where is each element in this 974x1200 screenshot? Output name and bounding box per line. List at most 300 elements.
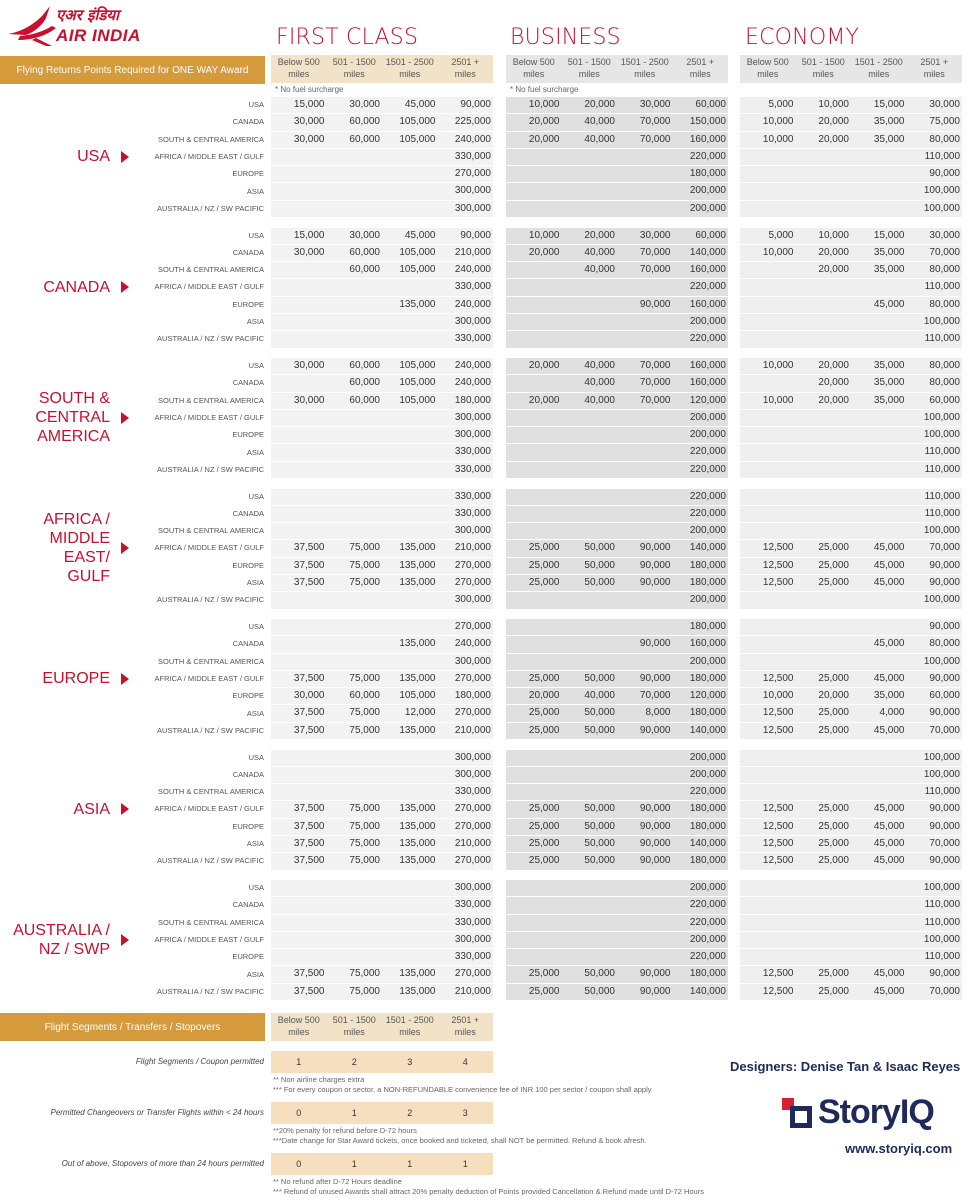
points-cell: 100,000 xyxy=(923,933,960,945)
dist-header: 2501 + miles xyxy=(451,1015,480,1037)
points-cell xyxy=(327,427,383,443)
points-cell: 35,000 xyxy=(873,116,905,128)
destination-label: AFRICA / MIDDLE EAST / GULF xyxy=(154,282,264,292)
points-cell: 330,000 xyxy=(454,281,491,293)
points-cell xyxy=(562,784,618,800)
points-cell: 150,000 xyxy=(689,116,726,128)
points-row xyxy=(271,574,493,591)
points-cell xyxy=(382,784,438,800)
segment-value: 4 xyxy=(462,1057,468,1067)
points-cell: 300,000 xyxy=(454,315,491,327)
dist-header: 501 - 1500 miles xyxy=(567,57,611,79)
flying-swan-icon xyxy=(6,4,58,48)
points-cell: 50,000 xyxy=(584,542,615,554)
points-cell: 135,000 xyxy=(399,724,436,736)
points-cell xyxy=(562,654,618,670)
points-cell xyxy=(327,410,383,426)
points-cell xyxy=(271,767,327,783)
points-row xyxy=(740,313,962,330)
segment-note: ** Non airline charges extra xyxy=(273,1075,365,1084)
points-cell xyxy=(617,427,673,443)
points-cell: 30,000 xyxy=(639,99,671,110)
points-cell: 90,000 xyxy=(639,542,671,554)
segment-note: *** Refund of unused Awards shall attract 20% penalty deduction of Points provided Cancellation & Refund made until D-72 Hours xyxy=(273,1187,704,1196)
points-row xyxy=(271,522,493,539)
origin-label xyxy=(0,800,110,819)
points-row xyxy=(271,670,493,687)
points-cell xyxy=(617,784,673,800)
destination-label: CANADA xyxy=(232,508,264,518)
points-cell xyxy=(271,592,327,608)
points-row xyxy=(740,374,962,391)
segments-distance-header xyxy=(271,1013,493,1041)
destination-label: AFRICA / MIDDLE EAST / GULF xyxy=(154,151,264,161)
points-cell: 37,500 xyxy=(293,968,325,980)
points-cell: 300,000 xyxy=(454,185,491,197)
points-cell: 110,000 xyxy=(924,786,960,798)
destination-label: USA xyxy=(248,100,264,109)
points-cell: 40,000 xyxy=(584,690,615,702)
points-cell: 220,000 xyxy=(689,463,726,475)
points-cell: 37,500 xyxy=(293,985,325,997)
points-cell: 180,000 xyxy=(689,855,726,867)
points-cell xyxy=(562,592,618,608)
points-cell xyxy=(851,750,907,766)
points-cell: 25,000 xyxy=(818,724,849,736)
points-row xyxy=(740,783,962,800)
points-row xyxy=(740,749,962,766)
points-cell xyxy=(562,314,618,330)
destination-label: AUSTRALIA / NZ / SW PACIFIC xyxy=(157,725,264,735)
points-cell xyxy=(562,915,618,931)
points-cell: 20,000 xyxy=(528,116,560,128)
destination-label: AFRICA / MIDDLE EAST / GULF xyxy=(154,543,264,553)
points-cell xyxy=(327,932,383,948)
points-cell: 100,000 xyxy=(923,411,960,423)
points-row xyxy=(506,670,728,687)
points-cell xyxy=(617,410,673,426)
points-cell xyxy=(271,201,327,217)
points-cell xyxy=(740,201,796,217)
points-cell xyxy=(740,592,796,608)
segment-rule-values xyxy=(271,1153,493,1175)
points-cell: 25,000 xyxy=(818,559,849,571)
points-row xyxy=(271,131,493,148)
points-cell xyxy=(740,654,796,670)
segment-note: ** No refund after D-72 Hours deadline xyxy=(273,1177,402,1186)
points-cell xyxy=(327,897,383,913)
points-cell xyxy=(740,636,796,652)
points-row xyxy=(740,670,962,687)
storyiq-url[interactable]: www.storyiq.com xyxy=(845,1141,953,1156)
points-cell: 37,500 xyxy=(293,559,325,571)
points-cell xyxy=(506,784,562,800)
segment-value: 3 xyxy=(462,1108,468,1118)
distance-header-business xyxy=(506,55,728,83)
points-cell: 270,000 xyxy=(454,968,491,980)
points-cell xyxy=(617,880,673,896)
points-row xyxy=(506,591,728,608)
surcharge-note-business: * No fuel surcharge xyxy=(510,85,579,94)
destination-label: CANADA xyxy=(232,900,264,910)
points-cell xyxy=(327,767,383,783)
points-row xyxy=(271,800,493,817)
points-cell xyxy=(796,784,852,800)
points-block-first xyxy=(271,227,493,348)
destination-label: ASIA xyxy=(246,708,264,718)
points-cell: 50,000 xyxy=(584,837,615,849)
points-cell xyxy=(562,331,618,347)
points-cell: 200,000 xyxy=(689,882,726,893)
points-cell: 30,000 xyxy=(293,116,325,128)
points-cell xyxy=(851,462,907,478)
points-cell: 110,000 xyxy=(924,333,960,345)
points-cell: 37,500 xyxy=(293,707,325,719)
points-cell: 75,000 xyxy=(349,820,380,832)
points-block-economy xyxy=(740,488,962,609)
points-cell: 75,000 xyxy=(349,707,380,719)
points-cell: 200,000 xyxy=(689,768,726,780)
points-cell xyxy=(617,201,673,217)
points-row xyxy=(506,704,728,721)
points-cell: 90,000 xyxy=(929,803,960,815)
points-row xyxy=(506,374,728,391)
points-cell: 200,000 xyxy=(689,202,726,214)
points-cell: 90,000 xyxy=(639,638,671,650)
points-cell xyxy=(506,523,562,539)
origin-label-line: AUSTRALIA / xyxy=(13,921,110,939)
points-cell xyxy=(327,331,383,347)
points-cell xyxy=(796,915,852,931)
points-cell: 90,000 xyxy=(929,672,960,684)
points-cell: 75,000 xyxy=(349,724,380,736)
points-row xyxy=(740,261,962,278)
destination-label: ASIA xyxy=(246,186,264,196)
points-cell: 160,000 xyxy=(689,360,726,371)
points-cell: 180,000 xyxy=(689,968,726,980)
segment-value: 1 xyxy=(462,1159,468,1169)
points-cell: 200,000 xyxy=(689,185,726,197)
points-cell: 70,000 xyxy=(639,133,671,145)
points-cell: 110,000 xyxy=(924,490,960,502)
points-cell xyxy=(382,767,438,783)
points-row xyxy=(506,330,728,347)
points-cell: 37,500 xyxy=(293,803,325,815)
points-cell xyxy=(506,166,562,182)
points-cell: 20,000 xyxy=(818,133,849,145)
points-cell: 60,000 xyxy=(349,246,380,258)
points-row xyxy=(271,931,493,948)
points-cell: 12,000 xyxy=(404,707,436,719)
points-cell xyxy=(271,619,327,635)
points-cell: 135,000 xyxy=(399,837,436,849)
points-cell xyxy=(851,410,907,426)
points-cell xyxy=(796,932,852,948)
points-cell: 37,500 xyxy=(293,542,325,554)
points-block-first xyxy=(271,96,493,217)
points-cell: 100,000 xyxy=(923,202,960,214)
points-cell: 45,000 xyxy=(873,672,905,684)
points-cell xyxy=(851,331,907,347)
points-cell: 37,500 xyxy=(293,724,325,736)
points-row xyxy=(740,96,962,113)
points-cell: 90,000 xyxy=(929,968,960,980)
points-cell xyxy=(382,880,438,896)
points-cell: 270,000 xyxy=(454,576,491,588)
points-cell: 35,000 xyxy=(873,360,905,371)
points-cell: 20,000 xyxy=(818,360,849,371)
points-cell: 330,000 xyxy=(454,490,491,502)
points-cell: 45,000 xyxy=(873,803,905,815)
points-cell: 40,000 xyxy=(584,264,615,276)
points-row xyxy=(740,443,962,460)
points-row xyxy=(506,635,728,652)
points-cell xyxy=(851,166,907,182)
points-cell xyxy=(740,297,796,313)
points-cell: 70,000 xyxy=(639,246,671,258)
points-cell: 37,500 xyxy=(293,820,325,832)
points-cell: 135,000 xyxy=(399,855,436,867)
points-cell: 270,000 xyxy=(454,820,491,832)
points-cell: 25,000 xyxy=(818,985,849,997)
points-row xyxy=(506,766,728,783)
points-cell xyxy=(271,314,327,330)
points-cell: 200,000 xyxy=(689,525,726,537)
points-cell: 15,000 xyxy=(293,99,325,110)
points-row xyxy=(506,618,728,635)
points-cell xyxy=(506,149,562,165)
points-block-business xyxy=(506,618,728,739)
points-cell: 45,000 xyxy=(873,820,905,832)
points-cell xyxy=(796,506,852,522)
points-cell: 80,000 xyxy=(929,264,960,276)
destination-label: EUROPE xyxy=(232,560,264,570)
points-cell: 40,000 xyxy=(584,116,615,128)
points-cell: 50,000 xyxy=(584,855,615,867)
points-row xyxy=(740,426,962,443)
points-row xyxy=(506,131,728,148)
points-cell: 300,000 xyxy=(454,933,491,945)
points-row xyxy=(740,722,962,739)
points-cell xyxy=(562,489,618,505)
points-row xyxy=(271,539,493,556)
points-row xyxy=(271,409,493,426)
points-row xyxy=(271,722,493,739)
points-cell: 200,000 xyxy=(689,933,726,945)
points-row xyxy=(506,800,728,817)
points-cell: 135,000 xyxy=(399,672,436,684)
destination-label: USA xyxy=(248,230,264,240)
points-block-first xyxy=(271,618,493,739)
points-row xyxy=(506,461,728,478)
points-cell: 100,000 xyxy=(923,594,960,606)
points-cell xyxy=(851,427,907,443)
points-cell: 30,000 xyxy=(293,394,325,406)
points-cell: 100,000 xyxy=(923,525,960,537)
points-cell xyxy=(851,880,907,896)
points-cell xyxy=(506,506,562,522)
points-row xyxy=(271,296,493,313)
points-cell: 20,000 xyxy=(818,116,849,128)
points-cell xyxy=(796,166,852,182)
points-cell: 140,000 xyxy=(689,724,726,736)
points-cell xyxy=(382,279,438,295)
points-cell xyxy=(851,592,907,608)
points-row xyxy=(271,330,493,347)
points-cell: 35,000 xyxy=(873,133,905,145)
points-cell xyxy=(271,523,327,539)
points-cell xyxy=(851,489,907,505)
points-cell: 8,000 xyxy=(645,707,671,719)
origin-arrow-icon xyxy=(121,542,129,554)
points-row xyxy=(506,914,728,931)
points-cell xyxy=(562,444,618,460)
points-cell: 180,000 xyxy=(689,707,726,719)
points-row xyxy=(740,148,962,165)
points-cell: 30,000 xyxy=(293,133,325,145)
points-cell: 200,000 xyxy=(689,751,726,763)
points-cell xyxy=(796,427,852,443)
destination-label: USA xyxy=(248,752,264,762)
points-cell: 120,000 xyxy=(689,690,726,702)
points-cell: 220,000 xyxy=(689,150,726,162)
points-cell: 25,000 xyxy=(818,707,849,719)
points-cell: 270,000 xyxy=(454,707,491,719)
points-cell: 135,000 xyxy=(399,576,436,588)
points-row xyxy=(271,443,493,460)
points-cell xyxy=(271,331,327,347)
points-cell: 25,000 xyxy=(818,803,849,815)
points-row xyxy=(506,818,728,835)
points-cell: 75,000 xyxy=(349,576,380,588)
points-cell xyxy=(617,331,673,347)
points-cell xyxy=(796,183,852,199)
points-cell xyxy=(327,201,383,217)
points-cell xyxy=(506,427,562,443)
points-cell xyxy=(796,489,852,505)
points-cell xyxy=(327,619,383,635)
points-cell xyxy=(851,183,907,199)
points-cell xyxy=(271,462,327,478)
destination-label: AUSTRALIA / NZ / SW PACIFIC xyxy=(157,986,264,996)
points-cell: 105,000 xyxy=(399,360,436,371)
points-cell: 70,000 xyxy=(639,394,671,406)
points-cell xyxy=(506,619,562,635)
points-row xyxy=(506,392,728,409)
points-cell: 135,000 xyxy=(399,820,436,832)
origin-label xyxy=(0,147,110,166)
destination-label: CANADA xyxy=(232,378,264,388)
points-row xyxy=(740,522,962,539)
points-cell: 270,000 xyxy=(454,855,491,867)
points-row xyxy=(271,200,493,217)
points-cell: 330,000 xyxy=(454,333,491,345)
points-cell: 90,000 xyxy=(929,621,960,632)
points-cell xyxy=(740,166,796,182)
points-cell: 50,000 xyxy=(584,559,615,571)
points-cell xyxy=(740,149,796,165)
points-row xyxy=(740,296,962,313)
points-cell: 220,000 xyxy=(689,899,726,911)
points-row xyxy=(740,557,962,574)
points-cell: 110,000 xyxy=(924,951,960,963)
points-cell xyxy=(506,932,562,948)
points-cell: 105,000 xyxy=(399,246,436,258)
destination-label: USA xyxy=(248,883,264,892)
points-cell: 330,000 xyxy=(454,446,491,458)
points-cell: 5,000 xyxy=(768,99,794,110)
points-cell xyxy=(740,183,796,199)
points-cell xyxy=(506,880,562,896)
points-cell xyxy=(506,949,562,965)
points-cell xyxy=(617,949,673,965)
points-cell: 50,000 xyxy=(584,803,615,815)
points-cell: 60,000 xyxy=(929,690,960,702)
points-cell: 100,000 xyxy=(923,751,960,763)
points-cell xyxy=(327,462,383,478)
points-cell xyxy=(506,897,562,913)
points-cell: 100,000 xyxy=(923,429,960,441)
points-cell: 90,000 xyxy=(929,559,960,571)
points-cell xyxy=(327,279,383,295)
points-cell xyxy=(562,750,618,766)
points-row xyxy=(506,182,728,199)
points-cell: 20,000 xyxy=(528,690,560,702)
dist-header: 2501 + miles xyxy=(686,57,715,79)
points-cell xyxy=(562,636,618,652)
points-cell: 60,000 xyxy=(349,394,380,406)
points-cell: 60,000 xyxy=(349,133,380,145)
points-cell: 180,000 xyxy=(454,394,491,406)
points-row xyxy=(506,783,728,800)
points-cell: 10,000 xyxy=(762,116,794,128)
points-cell: 40,000 xyxy=(584,133,615,145)
points-cell: 25,000 xyxy=(528,707,560,719)
points-row xyxy=(740,965,962,982)
points-cell: 60,000 xyxy=(929,394,960,406)
points-cell: 240,000 xyxy=(454,133,491,145)
points-cell: 300,000 xyxy=(454,882,491,893)
points-cell: 220,000 xyxy=(689,490,726,502)
points-cell: 20,000 xyxy=(818,246,849,258)
points-cell xyxy=(740,619,796,635)
origin-label-line: CANADA xyxy=(43,278,110,296)
points-row xyxy=(506,722,728,739)
points-cell: 70,000 xyxy=(929,837,960,849)
points-cell xyxy=(851,784,907,800)
points-cell: 20,000 xyxy=(584,229,615,241)
points-cell xyxy=(271,444,327,460)
points-cell: 90,000 xyxy=(929,855,960,867)
points-cell xyxy=(562,506,618,522)
points-cell xyxy=(740,331,796,347)
points-row xyxy=(740,704,962,721)
points-cell: 90,000 xyxy=(639,968,671,980)
points-cell: 240,000 xyxy=(454,360,491,371)
points-cell xyxy=(327,880,383,896)
points-cell xyxy=(327,636,383,652)
points-cell xyxy=(851,149,907,165)
points-cell xyxy=(617,767,673,783)
points-cell xyxy=(506,915,562,931)
segment-value: 2 xyxy=(407,1108,413,1118)
points-cell: 20,000 xyxy=(818,377,849,389)
points-row xyxy=(271,766,493,783)
points-cell xyxy=(506,262,562,278)
origin-label-line: EUROPE xyxy=(42,670,110,688)
points-cell xyxy=(851,932,907,948)
points-cell xyxy=(740,897,796,913)
